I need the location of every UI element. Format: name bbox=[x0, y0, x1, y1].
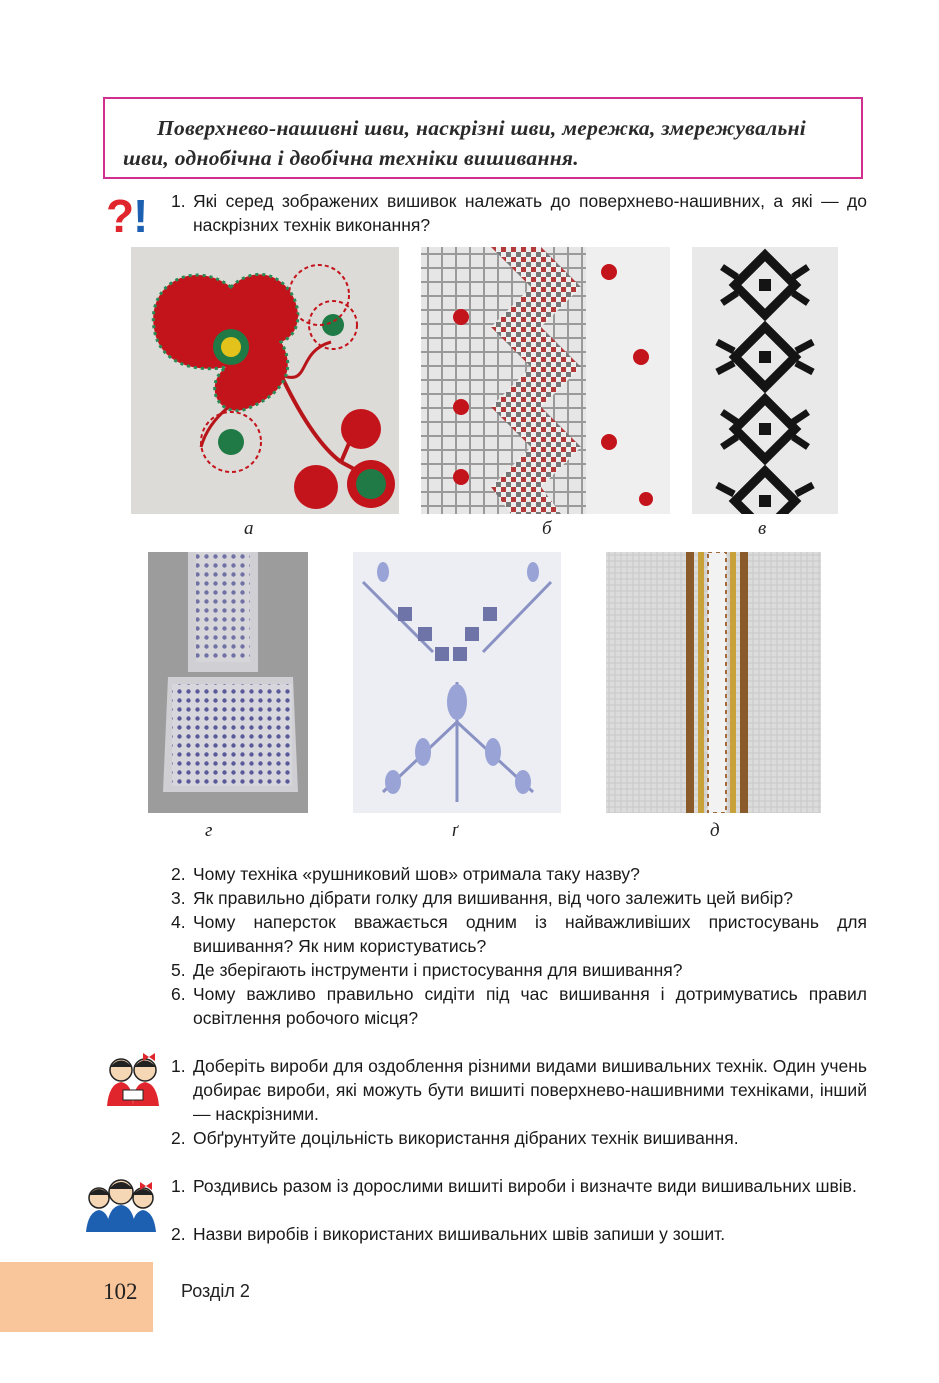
family-task-1 bbox=[171, 1174, 867, 1198]
question-text: Чому наперсток вважається одним із найважливіших пристосувань для вишивання? Як ним користуватись? bbox=[193, 912, 867, 956]
question-6 bbox=[171, 982, 867, 1030]
question-number: 2. bbox=[171, 864, 186, 884]
task-text: Роздивись разом із дорослими вишиті вироби і визначте види вишивальних швів. bbox=[193, 1176, 857, 1196]
embroidery-photo-d bbox=[606, 552, 821, 813]
embroidery-photo-a bbox=[131, 247, 399, 514]
question-text: Де зберігають інструменти і пристосування для вишивання? bbox=[193, 960, 683, 980]
family-task-2 bbox=[171, 1222, 867, 1246]
page-number: 102 bbox=[103, 1279, 138, 1304]
question-exclamation-icon bbox=[106, 192, 156, 236]
caption-g: ґ bbox=[452, 820, 458, 841]
caption-d: д bbox=[710, 820, 720, 841]
task-number: 2. bbox=[171, 1128, 186, 1148]
question-3 bbox=[171, 886, 867, 910]
pair-work-icon bbox=[103, 1052, 163, 1108]
task-text: Назви виробів і використаних вишивальних швів запиши у зошит. bbox=[193, 1224, 726, 1244]
embroidery-photo-h bbox=[148, 552, 308, 813]
question-5 bbox=[171, 958, 867, 982]
task-text: Доберіть вироби для оздоблення різними видами вишивальних технік. Один учень добирає вироби, які можуть бути вишиті поверхнево-нашивними техніками, інший — наскрізними. bbox=[193, 1056, 867, 1124]
pair-task-2 bbox=[171, 1126, 867, 1150]
family-work-icon bbox=[82, 1176, 160, 1234]
pair-task-1 bbox=[171, 1054, 867, 1126]
caption-v: в bbox=[758, 518, 767, 539]
key-terms-text: Поверхнево-нашивні шви, наскрізні шви, мережка, змережувальні шви, однобічна і двобічна техніки вишивання. bbox=[123, 116, 807, 170]
question-text: Як правильно дібрати голку для вишивання, від чого залежить цей вибір? bbox=[193, 888, 793, 908]
question-1 bbox=[171, 189, 867, 237]
svg-text:!: ! bbox=[133, 192, 149, 236]
question-4 bbox=[171, 910, 867, 958]
task-text: Обґрунтуйте доцільність використання дібраних технік вишивання. bbox=[193, 1128, 739, 1148]
question-number: 3. bbox=[171, 888, 186, 908]
question-number: 1. bbox=[171, 191, 186, 211]
embroidery-photo-g bbox=[353, 552, 561, 813]
question-text: Чому важливо правильно сидіти під час вишивання і дотримуватись правил освітлення робочого місця? bbox=[193, 984, 867, 1028]
embroidery-photo-b bbox=[421, 247, 670, 514]
question-text: Чому техніка «рушниковий шов» отримала таку назву? bbox=[193, 864, 640, 884]
caption-b: б bbox=[542, 518, 552, 539]
question-number: 6. bbox=[171, 984, 186, 1004]
key-terms-box bbox=[103, 97, 863, 179]
svg-text:?: ? bbox=[106, 192, 135, 236]
question-number: 5. bbox=[171, 960, 186, 980]
caption-a: а bbox=[244, 518, 254, 539]
question-2 bbox=[171, 862, 867, 886]
question-text: Які серед зображених вишивок належать до поверхнево-нашивних, а які — до наскрізних технік виконання? bbox=[193, 191, 867, 235]
embroidery-photo-v bbox=[692, 247, 838, 514]
task-number: 2. bbox=[171, 1224, 186, 1244]
task-number: 1. bbox=[171, 1056, 186, 1076]
caption-h: г bbox=[205, 820, 213, 841]
task-number: 1. bbox=[171, 1176, 186, 1196]
question-number: 4. bbox=[171, 912, 186, 932]
section-label: Розділ 2 bbox=[181, 1281, 250, 1301]
